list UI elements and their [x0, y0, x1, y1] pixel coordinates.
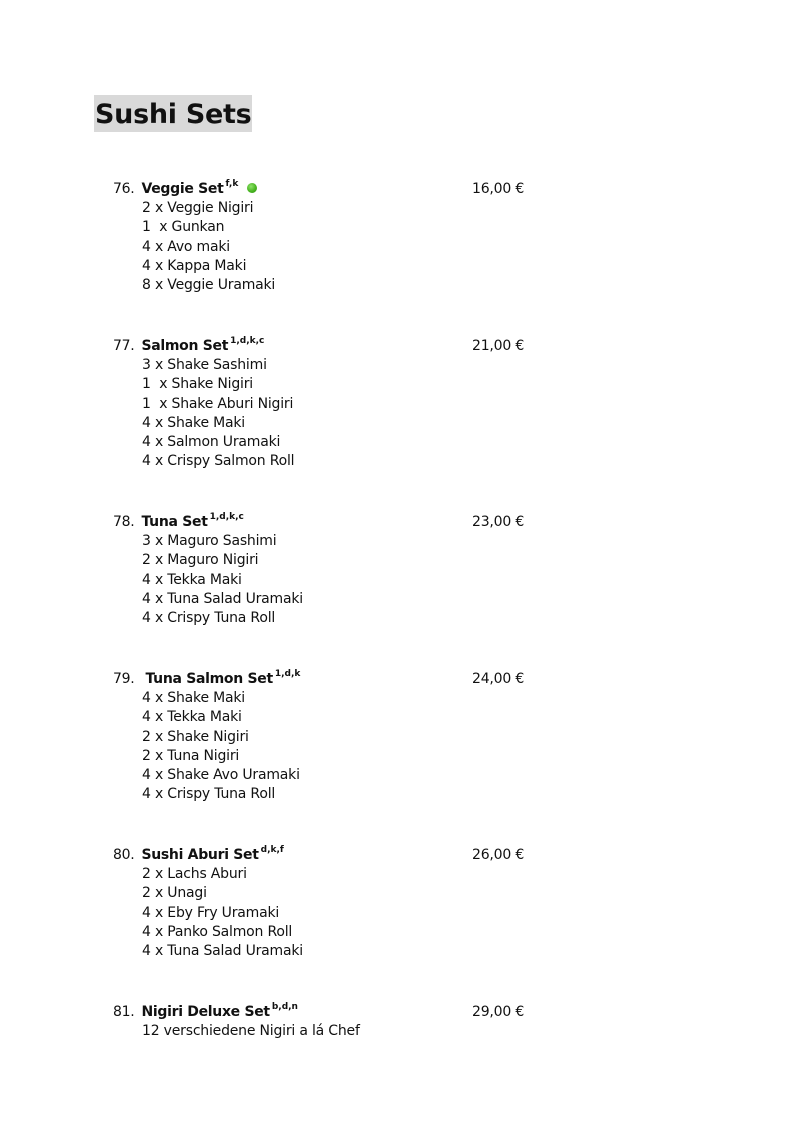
list-item: 2 x Unagi	[142, 885, 207, 902]
allergen-codes: b,d,n	[271, 1002, 298, 1012]
list-item: 4 x Crispy Tuna Roll	[142, 610, 276, 627]
list-item: 4 x Tuna Salad Uramaki	[142, 943, 303, 960]
list-item: 4 x Tuna Salad Uramaki	[142, 590, 303, 607]
menu-item-header	[113, 513, 533, 532]
item-contents	[113, 1022, 533, 1041]
item-number: 76.	[113, 181, 135, 197]
list-item: 4 x Kappa Maki	[142, 257, 247, 274]
menu-item	[113, 1003, 533, 1041]
list-item: 3 x Shake Sashimi	[142, 357, 267, 373]
item-name: Tuna Salmon Set	[145, 671, 273, 687]
list-item: 2 x Maguro Nigiri	[142, 552, 259, 569]
list-item: 4 x Tekka Maki	[142, 571, 242, 588]
item-contents	[113, 865, 533, 961]
item-number: 79.	[113, 671, 135, 687]
item-number: 77.	[113, 338, 135, 354]
item-contents	[113, 199, 533, 295]
list-item: 1 x Shake Aburi Nigiri	[142, 395, 294, 412]
item-name: Tuna Set	[141, 514, 208, 530]
item-price: 29,00 €	[472, 1004, 525, 1020]
menu-item	[113, 337, 533, 472]
menu-item-header	[113, 670, 533, 689]
item-number: 81.	[113, 1004, 135, 1020]
green-dot-icon	[247, 183, 257, 193]
list-item: 2 x Shake Nigiri	[142, 728, 249, 745]
item-contents	[113, 689, 533, 805]
allergen-codes: 1,d,k,c	[230, 336, 265, 346]
item-contents	[113, 356, 533, 472]
menu-item-header	[113, 180, 533, 199]
item-price: 21,00 €	[472, 338, 525, 354]
menu-item-header	[113, 337, 533, 356]
item-number: 80.	[113, 847, 135, 863]
list-item: 1 x Gunkan	[142, 219, 225, 236]
list-item: 4 x Avo maki	[142, 238, 230, 255]
allergen-codes: 1,d,k	[274, 669, 301, 679]
item-name: Veggie Set	[141, 181, 224, 197]
item-number: 78.	[113, 514, 135, 530]
list-item: 4 x Salmon Uramaki	[142, 434, 281, 451]
list-item: 4 x Eby Fry Uramaki	[142, 904, 280, 921]
menu-item-header	[113, 1003, 533, 1022]
list-item: 3 x Maguro Sashimi	[142, 533, 277, 549]
list-item: 4 x Shake Maki	[142, 414, 245, 431]
list-item: 4 x Crispy Tuna Roll	[142, 786, 276, 803]
list-item: 8 x Veggie Uramaki	[142, 277, 276, 294]
allergen-codes: d,k,f	[260, 845, 284, 855]
allergen-codes: 1,d,k,c	[209, 512, 244, 522]
allergen-codes: f,k	[225, 179, 239, 189]
list-item: 4 x Shake Maki	[142, 690, 245, 706]
list-item: 4 x Panko Salmon Roll	[142, 923, 293, 940]
menu-item-header	[113, 846, 533, 865]
list-item: 4 x Shake Avo Uramaki	[142, 767, 300, 784]
item-name: Salmon Set	[141, 338, 229, 354]
item-name: Nigiri Deluxe Set	[141, 1004, 270, 1020]
page-title: Sushi Sets	[94, 95, 252, 132]
menu-item	[113, 513, 533, 628]
list-item: 4 x Tekka Maki	[142, 709, 242, 726]
item-price: 24,00 €	[472, 671, 525, 687]
list-item: 12 verschiedene Nigiri a lá Chef	[142, 1023, 360, 1039]
menu-item	[113, 180, 533, 295]
item-name: Sushi Aburi Set	[141, 847, 259, 863]
item-price: 23,00 €	[472, 514, 525, 530]
list-item: 2 x Veggie Nigiri	[142, 200, 254, 216]
list-item: 1 x Shake Nigiri	[142, 376, 253, 393]
item-price: 16,00 €	[472, 181, 525, 197]
menu-item	[113, 846, 533, 961]
list-item: 2 x Tuna Nigiri	[142, 747, 240, 764]
item-contents	[113, 532, 533, 628]
menu-item	[113, 670, 533, 805]
list-item: 2 x Lachs Aburi	[142, 866, 247, 882]
list-item: 4 x Crispy Salmon Roll	[142, 453, 295, 470]
item-price: 26,00 €	[472, 847, 525, 863]
